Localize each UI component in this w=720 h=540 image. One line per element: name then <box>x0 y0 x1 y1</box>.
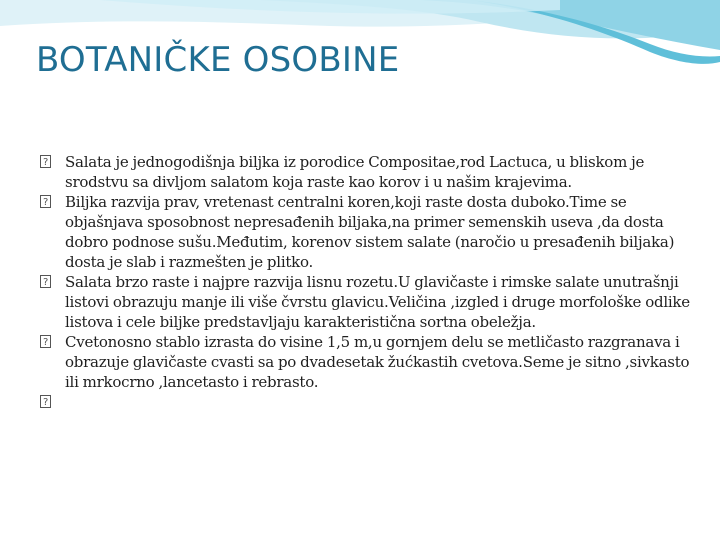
bullet-text <box>65 393 69 411</box>
bullet-marker-icon <box>40 195 51 208</box>
bullet-marker-icon <box>40 155 51 168</box>
bullet-text: Salata je jednogodišnja biljka iz porodice Compositae,rod Lactuca, u bliskom je srodstvu sa divljom salatom koja raste kao korov i u našim krajevima. <box>65 153 645 191</box>
bullet-item <box>40 192 690 272</box>
bullet-item <box>40 152 690 192</box>
bullet-marker-icon <box>40 395 51 408</box>
bullet-text: Salata brzo raste i najpre razvija lisnu rozetu.U glavičaste i rimske salate unutrašnji listovi obrazuju manje ili više čvrstu glavicu.Veličina ,izgled i druge morfološke odlike listova i cele biljke predstavljaju karakteristična sortna obeležja. <box>65 273 690 331</box>
bullet-marker-icon <box>40 335 51 348</box>
bullet-marker-icon <box>40 275 51 288</box>
bullet-text: Cvetonosno stablo izrasta do visine 1,5 m,u gornjem delu se metličasto razgranava i obrazuje glavičaste cvasti sa po dvadesetak žućkastih cvetova.Seme je sitno ,sivkasto ili mrkocrno ,lancetasto i rebrasto. <box>65 333 690 391</box>
slide-title: BOTANIČKE OSOBINE <box>36 40 400 80</box>
bullet-text: Biljka razvija prav, vretenast centralni koren,koji raste dosta duboko.Time se objašnjava sposobnost nepresađenih biljaka,na primer semenskih useva ,da dosta dobro podnose sušu.Međutim, korenov sistem salate (naročio u presađenih biljaka) dosta je slab i razmešten je plitko. <box>65 193 675 271</box>
bullet-item-empty <box>40 392 690 412</box>
bullet-list <box>40 152 690 412</box>
bullet-item <box>40 272 690 332</box>
bullet-item <box>40 332 690 392</box>
